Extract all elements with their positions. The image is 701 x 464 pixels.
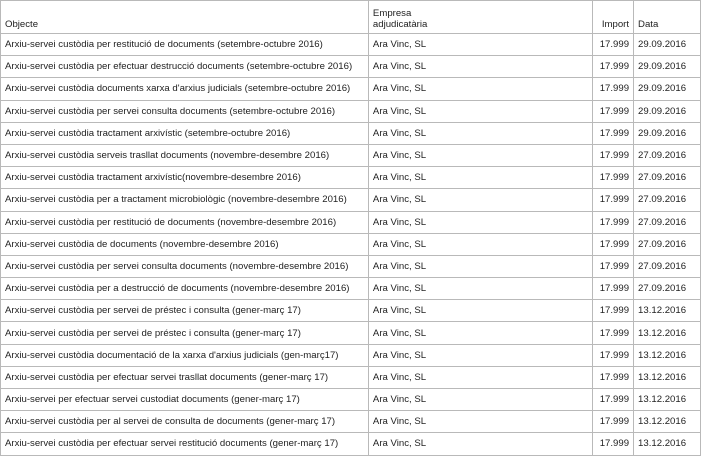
cell-data: 13.12.2016: [634, 300, 701, 322]
table-row: [1, 78, 701, 100]
table-row: [1, 411, 701, 433]
cell-empresa: Ara Vinc, SL: [368, 278, 592, 300]
cell-objecte: Arxiu-servei custòdia per restitució de documents (novembre-desembre 2016): [1, 211, 369, 233]
cell-empresa: Ara Vinc, SL: [368, 211, 592, 233]
cell-empresa: Ara Vinc, SL: [368, 433, 592, 455]
cell-data: 13.12.2016: [634, 433, 701, 455]
table-header: [1, 1, 701, 34]
cell-import: 17.999: [593, 78, 634, 100]
cell-import: 17.999: [593, 34, 634, 56]
cell-objecte: Arxiu-servei custòdia per efectuar servei restitució documents (gener-març 17): [1, 433, 369, 455]
cell-import: 17.999: [593, 122, 634, 144]
cell-data: 27.09.2016: [634, 233, 701, 255]
cell-empresa: Ara Vinc, SL: [368, 255, 592, 277]
cell-data: 13.12.2016: [634, 389, 701, 411]
table-row: [1, 122, 701, 144]
cell-objecte: Arxiu-servei custòdia de documents (novembre-desembre 2016): [1, 233, 369, 255]
cell-import: 17.999: [593, 278, 634, 300]
cell-import: 17.999: [593, 344, 634, 366]
cell-empresa: Ara Vinc, SL: [368, 233, 592, 255]
cell-data: 29.09.2016: [634, 78, 701, 100]
cell-empresa: Ara Vinc, SL: [368, 300, 592, 322]
cell-import: 17.999: [593, 211, 634, 233]
table-row: [1, 167, 701, 189]
cell-data: 27.09.2016: [634, 211, 701, 233]
table-row: [1, 366, 701, 388]
cell-objecte: Arxiu-servei custòdia per servei de préstec i consulta (gener-març 17): [1, 300, 369, 322]
cell-empresa: Ara Vinc, SL: [368, 122, 592, 144]
cell-import: 17.999: [593, 167, 634, 189]
cell-objecte: Arxiu-servei custòdia per efectuar destrucció documents (setembre-octubre 2016): [1, 56, 369, 78]
cell-data: 13.12.2016: [634, 344, 701, 366]
cell-data: 29.09.2016: [634, 56, 701, 78]
cell-empresa: Ara Vinc, SL: [368, 322, 592, 344]
cell-objecte: Arxiu-servei custòdia per a tractament microbiològic (novembre-desembre 2016): [1, 189, 369, 211]
cell-empresa: Ara Vinc, SL: [368, 189, 592, 211]
cell-import: 17.999: [593, 411, 634, 433]
cell-empresa: Ara Vinc, SL: [368, 389, 592, 411]
cell-data: 27.09.2016: [634, 255, 701, 277]
cell-import: 17.999: [593, 322, 634, 344]
table-row: [1, 34, 701, 56]
cell-data: 27.09.2016: [634, 278, 701, 300]
table-row: [1, 233, 701, 255]
cell-data: 13.12.2016: [634, 411, 701, 433]
cell-empresa: Ara Vinc, SL: [368, 144, 592, 166]
cell-import: 17.999: [593, 144, 634, 166]
table-row: [1, 322, 701, 344]
cell-objecte: Arxiu-servei custòdia documentació de la xarxa d'arxius judicials (gen-març17): [1, 344, 369, 366]
table-row: [1, 300, 701, 322]
cell-data: 27.09.2016: [634, 167, 701, 189]
cell-objecte: Arxiu-servei per efectuar servei custodiat documents (gener-març 17): [1, 389, 369, 411]
table-row: [1, 255, 701, 277]
table-row: [1, 56, 701, 78]
cell-import: 17.999: [593, 233, 634, 255]
cell-empresa: Ara Vinc, SL: [368, 344, 592, 366]
cell-data: 29.09.2016: [634, 100, 701, 122]
cell-data: 27.09.2016: [634, 189, 701, 211]
header-empresa-line1: Empresa: [372, 8, 412, 19]
cell-empresa: Ara Vinc, SL: [368, 167, 592, 189]
table-row: [1, 389, 701, 411]
cell-import: 17.999: [593, 189, 634, 211]
cell-objecte: Arxiu-servei custòdia per servei consulta documents (novembre-desembre 2016): [1, 255, 369, 277]
header-row: [1, 1, 701, 34]
cell-empresa: Ara Vinc, SL: [368, 411, 592, 433]
header-data: Data: [634, 1, 701, 34]
cell-import: 17.999: [593, 433, 634, 455]
cell-import: 17.999: [593, 100, 634, 122]
cell-objecte: Arxiu-servei custòdia per a destrucció de documents (novembre-desembre 2016): [1, 278, 369, 300]
header-import: Import: [593, 1, 634, 34]
table-body: [1, 34, 701, 456]
cell-objecte: Arxiu-servei custòdia per servei consulta documents (setembre-octubre 2016): [1, 100, 369, 122]
cell-import: 17.999: [593, 255, 634, 277]
cell-objecte: Arxiu-servei custòdia tractament arxivístic (setembre-octubre 2016): [1, 122, 369, 144]
cell-import: 17.999: [593, 389, 634, 411]
cell-objecte: Arxiu-servei custòdia serveis trasllat documents (novembre-desembre 2016): [1, 144, 369, 166]
cell-import: 17.999: [593, 56, 634, 78]
cell-import: 17.999: [593, 366, 634, 388]
table-row: [1, 189, 701, 211]
cell-empresa: Ara Vinc, SL: [368, 100, 592, 122]
table-row: [1, 278, 701, 300]
cell-data: 13.12.2016: [634, 322, 701, 344]
cell-empresa: Ara Vinc, SL: [368, 78, 592, 100]
header-objecte: Objecte: [1, 1, 369, 34]
cell-objecte: Arxiu-servei custòdia per al servei de consulta de documents (gener-març 17): [1, 411, 369, 433]
table-row: [1, 211, 701, 233]
table-row: [1, 144, 701, 166]
cell-empresa: Ara Vinc, SL: [368, 366, 592, 388]
cell-objecte: Arxiu-servei custòdia per efectuar servei trasllat documents (gener-març 17): [1, 366, 369, 388]
cell-empresa: Ara Vinc, SL: [368, 56, 592, 78]
cell-objecte: Arxiu-servei custòdia per restitució de documents (setembre-octubre 2016): [1, 34, 369, 56]
cell-data: 29.09.2016: [634, 122, 701, 144]
cell-data: 27.09.2016: [634, 144, 701, 166]
header-empresa-line2: adjudicatària: [372, 19, 428, 30]
cell-objecte: Arxiu-servei custòdia documents xarxa d'arxius judicials (setembre-octubre 2016): [1, 78, 369, 100]
cell-empresa: Ara Vinc, SL: [368, 34, 592, 56]
cell-data: 13.12.2016: [634, 366, 701, 388]
cell-objecte: Arxiu-servei custòdia per servei de préstec i consulta (gener-març 17): [1, 322, 369, 344]
table-row: [1, 433, 701, 455]
table-row: [1, 344, 701, 366]
cell-objecte: Arxiu-servei custòdia tractament arxivístic(novembre-desembre 2016): [1, 167, 369, 189]
cell-import: 17.999: [593, 300, 634, 322]
header-empresa: [368, 1, 592, 34]
table-row: [1, 100, 701, 122]
cell-data: 29.09.2016: [634, 34, 701, 56]
